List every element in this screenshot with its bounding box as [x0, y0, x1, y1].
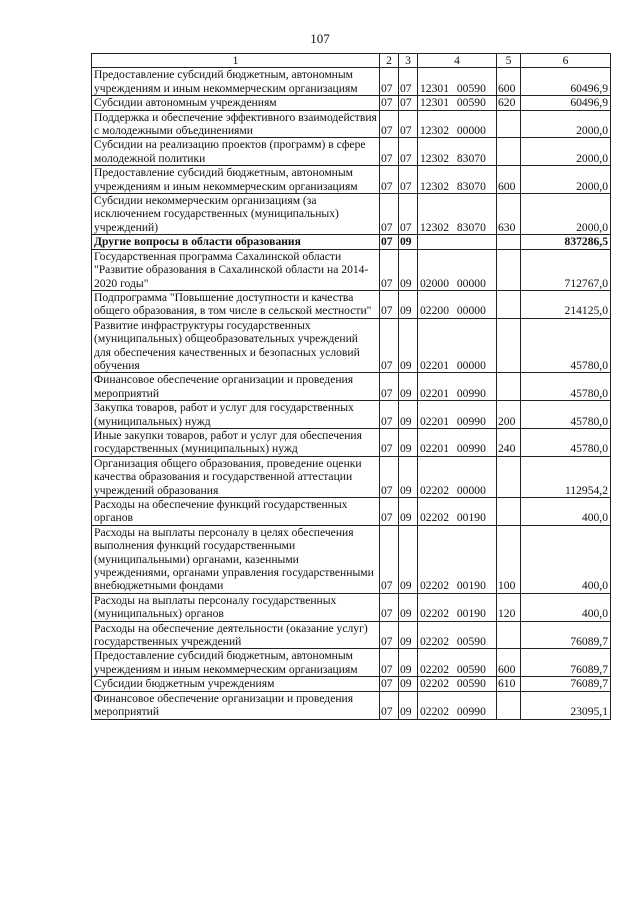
cell-section: 07: [380, 525, 399, 593]
table-row: [92, 401, 611, 429]
cell-expense-type: [497, 691, 521, 719]
cell-target-article: 02202 00990: [418, 691, 497, 719]
column-header: 6: [521, 54, 611, 68]
cell-subsection: 07: [399, 68, 418, 96]
cell-target-article: 02202 00590: [418, 621, 497, 649]
table-row: [92, 138, 611, 166]
cell-expense-type: 240: [497, 428, 521, 456]
cell-amount: 2000,0: [521, 194, 611, 235]
table-row: [92, 166, 611, 194]
cell-section: 07: [380, 456, 399, 497]
table-row: [92, 621, 611, 649]
cell-target-article: 12302 83070: [418, 166, 497, 194]
cell-expense-type: 200: [497, 401, 521, 429]
cell-section: 07: [380, 166, 399, 194]
cell-name: Расходы на выплаты персоналу государственных (муниципальных) органов: [92, 593, 380, 621]
table-row: [92, 373, 611, 401]
cell-name: Закупка товаров, работ и услуг для государственных (муниципальных) нужд: [92, 401, 380, 429]
table-row: [92, 235, 611, 249]
table-row: [92, 691, 611, 719]
cell-name: Расходы на выплаты персоналу в целях обеспечения выполнения функций государственными (муниципальными) органами, казенными учреждениями, органами управления государственными внебюджетными фондами: [92, 525, 380, 593]
cell-subsection: 09: [399, 691, 418, 719]
cell-name: Субсидии автономным учреждениям: [92, 96, 380, 110]
cell-amount: 45780,0: [521, 401, 611, 429]
cell-section: 07: [380, 677, 399, 691]
table-row: [92, 525, 611, 593]
cell-expense-type: 120: [497, 593, 521, 621]
table-row: [92, 68, 611, 96]
cell-amount: 45780,0: [521, 428, 611, 456]
cell-name: Организация общего образования, проведение оценки качества образования и государственной аттестации учреждений образования: [92, 456, 380, 497]
cell-expense-type: [497, 235, 521, 249]
cell-target-article: 02202 00190: [418, 498, 497, 526]
cell-expense-type: [497, 456, 521, 497]
cell-amount: 837286,5: [521, 235, 611, 249]
cell-section: 07: [380, 621, 399, 649]
cell-amount: 45780,0: [521, 318, 611, 373]
table-row: [92, 677, 611, 691]
cell-section: 07: [380, 194, 399, 235]
cell-section: 07: [380, 428, 399, 456]
cell-name: Субсидии бюджетным учреждениям: [92, 677, 380, 691]
cell-amount: 2000,0: [521, 138, 611, 166]
cell-name: Расходы на обеспечение функций государственных органов: [92, 498, 380, 526]
cell-section: 07: [380, 138, 399, 166]
cell-amount: 112954,2: [521, 456, 611, 497]
cell-subsection: 09: [399, 373, 418, 401]
cell-subsection: 09: [399, 525, 418, 593]
cell-subsection: 09: [399, 677, 418, 691]
cell-expense-type: [497, 373, 521, 401]
cell-subsection: 09: [399, 456, 418, 497]
cell-subsection: 09: [399, 290, 418, 318]
cell-target-article: 02202 00190: [418, 525, 497, 593]
cell-subsection: 09: [399, 498, 418, 526]
table-row: [92, 456, 611, 497]
cell-target-article: 12301 00590: [418, 96, 497, 110]
cell-expense-type: [497, 621, 521, 649]
cell-expense-type: 620: [497, 96, 521, 110]
column-header: 3: [399, 54, 418, 68]
cell-target-article: [418, 235, 497, 249]
cell-amount: 712767,0: [521, 249, 611, 290]
cell-subsection: 09: [399, 428, 418, 456]
table-row: [92, 110, 611, 138]
cell-amount: 60496,9: [521, 68, 611, 96]
cell-subsection: 09: [399, 318, 418, 373]
cell-amount: 2000,0: [521, 166, 611, 194]
table-row: [92, 649, 611, 677]
cell-section: 07: [380, 373, 399, 401]
cell-subsection: 07: [399, 194, 418, 235]
cell-subsection: 09: [399, 401, 418, 429]
cell-name: Предоставление субсидий бюджетным, автономным учреждениям и иным некоммерческим организациям: [92, 166, 380, 194]
cell-target-article: 02202 00590: [418, 677, 497, 691]
cell-section: 07: [380, 68, 399, 96]
table-row: [92, 498, 611, 526]
cell-subsection: 09: [399, 593, 418, 621]
cell-expense-type: [497, 318, 521, 373]
cell-target-article: 02202 00000: [418, 456, 497, 497]
cell-expense-type: [497, 110, 521, 138]
cell-amount: 23095,1: [521, 691, 611, 719]
cell-section: 07: [380, 401, 399, 429]
cell-name: Иные закупки товаров, работ и услуг для обеспечения государственных (муниципальных) нужд: [92, 428, 380, 456]
cell-expense-type: [497, 498, 521, 526]
cell-subsection: 07: [399, 138, 418, 166]
table-row: [92, 318, 611, 373]
cell-expense-type: [497, 138, 521, 166]
cell-target-article: 12301 00590: [418, 68, 497, 96]
cell-target-article: 02202 00190: [418, 593, 497, 621]
cell-target-article: 12302 83070: [418, 194, 497, 235]
column-header: 1: [92, 54, 380, 68]
cell-name: Предоставление субсидий бюджетным, автономным учреждениям и иным некоммерческим организациям: [92, 68, 380, 96]
cell-name: Поддержка и обеспечение эффективного взаимодействия с молодежными объединениями: [92, 110, 380, 138]
cell-target-article: 02201 00990: [418, 373, 497, 401]
cell-name: Предоставление субсидий бюджетным, автономным учреждениям и иным некоммерческим организациям: [92, 649, 380, 677]
cell-target-article: 02000 00000: [418, 249, 497, 290]
table-header-row: [92, 54, 611, 68]
cell-name: Государственная программа Сахалинской области "Развитие образования в Сахалинской области на 2014-2020 годы": [92, 249, 380, 290]
cell-target-article: 02201 00990: [418, 401, 497, 429]
cell-name: Субсидии на реализацию проектов (программ) в сфере молодежной политики: [92, 138, 380, 166]
cell-section: 07: [380, 318, 399, 373]
cell-subsection: 09: [399, 621, 418, 649]
cell-target-article: 02202 00590: [418, 649, 497, 677]
cell-name: Подпрограмма "Повышение доступности и качества общего образования, в том числе в сельской местности": [92, 290, 380, 318]
table-row: [92, 194, 611, 235]
cell-name: Расходы на обеспечение деятельности (оказание услуг) государственных учреждений: [92, 621, 380, 649]
cell-name: Субсидии некоммерческим организациям (за исключением государственных (муниципальных) учреждений): [92, 194, 380, 235]
cell-amount: 400,0: [521, 593, 611, 621]
column-header: 2: [380, 54, 399, 68]
table-row: [92, 428, 611, 456]
cell-section: 07: [380, 110, 399, 138]
cell-amount: 45780,0: [521, 373, 611, 401]
cell-expense-type: 600: [497, 166, 521, 194]
cell-amount: 400,0: [521, 498, 611, 526]
cell-section: 07: [380, 96, 399, 110]
cell-name: Финансовое обеспечение организации и проведения мероприятий: [92, 691, 380, 719]
table-row: [92, 593, 611, 621]
cell-subsection: 09: [399, 249, 418, 290]
cell-name: Финансовое обеспечение организации и проведения мероприятий: [92, 373, 380, 401]
cell-amount: 60496,9: [521, 96, 611, 110]
cell-amount: 76089,7: [521, 677, 611, 691]
page-number: 107: [310, 31, 330, 46]
cell-name: Другие вопросы в области образования: [92, 235, 380, 249]
table-row: [92, 290, 611, 318]
cell-expense-type: [497, 249, 521, 290]
cell-target-article: 02201 00990: [418, 428, 497, 456]
cell-section: 07: [380, 593, 399, 621]
cell-subsection: 07: [399, 110, 418, 138]
column-header: 4: [418, 54, 497, 68]
cell-target-article: 12302 00000: [418, 110, 497, 138]
cell-target-article: 02201 00000: [418, 318, 497, 373]
cell-expense-type: 610: [497, 677, 521, 691]
cell-subsection: 09: [399, 235, 418, 249]
cell-section: 07: [380, 290, 399, 318]
cell-expense-type: 600: [497, 68, 521, 96]
cell-expense-type: 600: [497, 649, 521, 677]
table-row: [92, 249, 611, 290]
cell-amount: 76089,7: [521, 621, 611, 649]
cell-target-article: 02200 00000: [418, 290, 497, 318]
cell-amount: 400,0: [521, 525, 611, 593]
cell-subsection: 07: [399, 96, 418, 110]
budget-table: [91, 53, 611, 720]
cell-section: 07: [380, 691, 399, 719]
cell-section: 07: [380, 649, 399, 677]
cell-amount: 76089,7: [521, 649, 611, 677]
cell-subsection: 07: [399, 166, 418, 194]
table-body: [92, 68, 611, 719]
cell-subsection: 09: [399, 649, 418, 677]
cell-name: Развитие инфраструктуры государственных (муниципальных) общеобразовательных учреждений для обеспечения качественных и безопасных условий обучения: [92, 318, 380, 373]
cell-expense-type: [497, 290, 521, 318]
cell-expense-type: 630: [497, 194, 521, 235]
column-header: 5: [497, 54, 521, 68]
cell-expense-type: 100: [497, 525, 521, 593]
cell-target-article: 12302 83070: [418, 138, 497, 166]
cell-amount: 214125,0: [521, 290, 611, 318]
cell-section: 07: [380, 249, 399, 290]
cell-section: 07: [380, 235, 399, 249]
cell-section: 07: [380, 498, 399, 526]
cell-amount: 2000,0: [521, 110, 611, 138]
table-row: [92, 96, 611, 110]
